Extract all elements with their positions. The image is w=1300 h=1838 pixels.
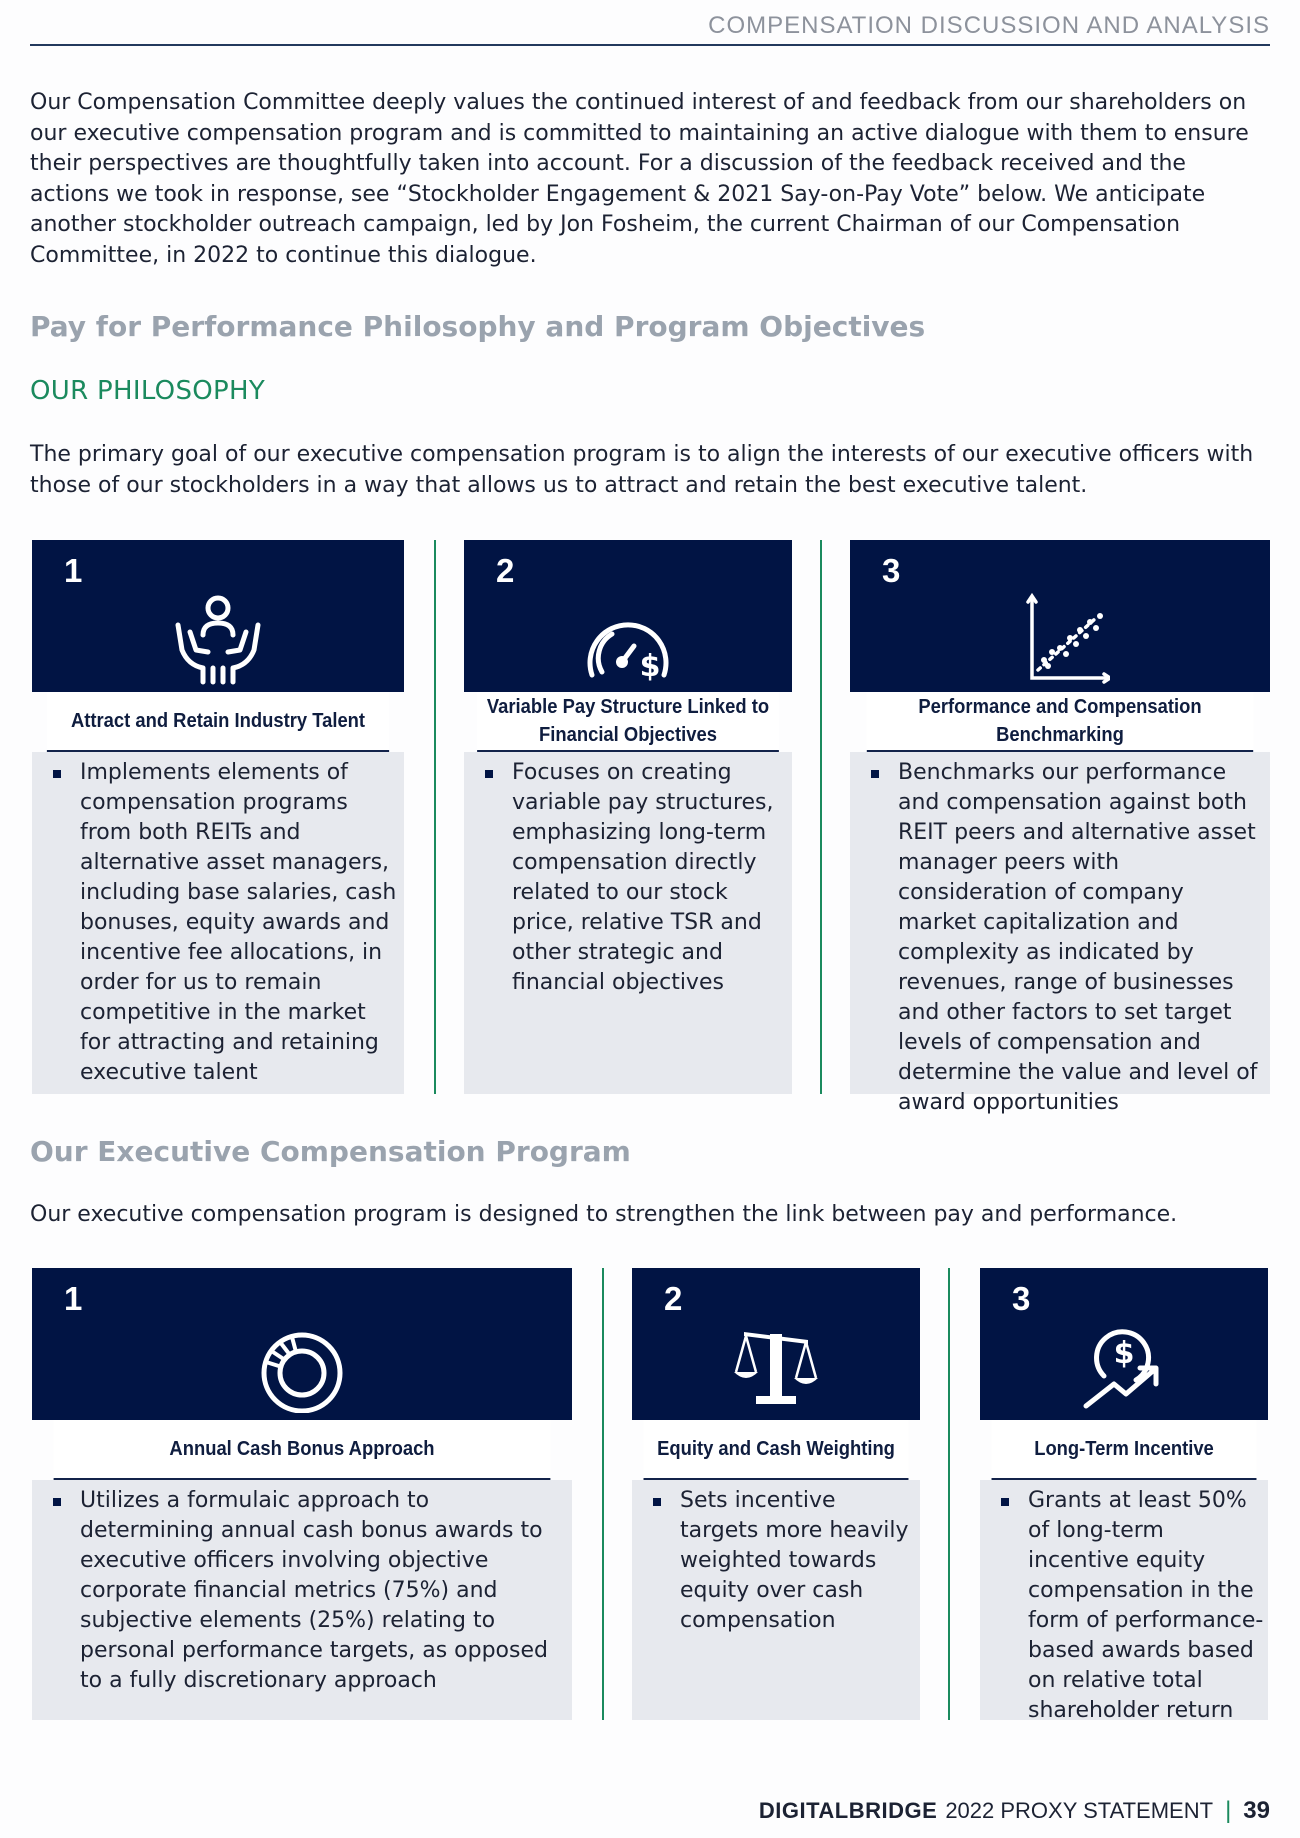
card-text: Grants at least 50% of long-term incentive equity compensation in the form of performance-based awards based on relative total shareholder return [1028,1488,1264,1723]
card-header [464,540,792,692]
scatter-chart-icon [1010,590,1110,685]
bullet-icon [653,1498,661,1506]
card-divider [948,1268,950,1720]
bullet-icon [485,770,493,778]
card-number: 3 [882,552,901,589]
bullet-icon [53,770,61,778]
section-title: COMPENSATION DISCUSSION AND ANALYSIS [708,12,1270,39]
footer-separator: | [1225,1797,1232,1824]
program-paragraph: Our executive compensation program is designed to strengthen the link between pay and performance. [30,1202,1178,1227]
page-footer [759,1794,1270,1828]
svg-text:$: $ [639,649,661,684]
card-title: Variable Pay Structure Linked to Financial Objectives [477,692,779,752]
card-number: 2 [496,552,515,589]
card-number: 1 [64,1280,83,1317]
program-card-2 [632,1268,920,1720]
philosophy-paragraph: The primary goal of our executive compensation program is to align the interests of our executive officers with those of our stockholders in a way that allows us to attract and retain the best executive talent. [30,442,1254,498]
philosophy-heading: Pay for Performance Philosophy and Program Objectives [30,310,926,343]
philosophy-card-2 [464,540,792,1094]
card-text: Utilizes a formulaic approach to determining annual cash bonus awards to executive officers involving objective corporate financial metrics (75%) and subjective elements (25%) relating to personal performance targets, as opposed to a fully discretionary approach [80,1488,548,1693]
card-divider [602,1268,604,1720]
philosophy-card-3 [850,540,1270,1115]
donut-chart-icon [252,1318,352,1413]
footer-brand: DIGITALBRIDGE [758,1798,938,1823]
page-header [30,12,1270,46]
card-text: Benchmarks our performance and compensation against both REIT peers and alternative asset manager peers with consideration of company market capitalization and complexity as indicated by revenues, range of businesses and other factors to set target levels of compensation and determine the value and level of award opportunities [898,760,1258,1115]
card-header [850,540,1270,692]
philosophy-card-1 [32,540,404,1094]
card-header [980,1268,1268,1420]
gauge-dollar-icon [578,590,678,685]
card-divider [820,540,822,1094]
card-number: 2 [664,1280,683,1317]
page-number: 39 [1243,1797,1270,1824]
program-heading: Our Executive Compensation Program [30,1135,631,1168]
bullet-icon [1001,1498,1009,1506]
card-header [632,1268,920,1420]
balance-scale-icon [726,1318,826,1413]
program-card-3 [980,1268,1268,1723]
people-hands-icon [168,590,268,685]
card-body [980,1480,1268,1723]
card-body [632,1480,920,1720]
card-text: Focuses on creating variable pay structures, emphasizing long-term compensation directly related to our stock price, relative TSR and other strategic and financial objectives [512,760,774,995]
card-header [32,1268,572,1420]
card-body [850,752,1270,1115]
card-number: 3 [1012,1280,1031,1317]
card-text: Implements elements of compensation programs from both REITs and alternative asset managers, including base salaries, cash bonuses, equity awards and incentive fee allocations, in order for us to remain competitive in the market for attracting and retaining executive talent [80,760,397,1085]
intro-paragraph: Our Compensation Committee deeply values the continued interest of and feedback from our shareholders on our executive compensation program and is committed to maintaining an active dialogue with them to ensure their perspectives are thoughtfully taken into account. For a discussion of the feedback received and the actions we took in response, see “Stockholder Engagement & 2021 Say-on-Pay Vote” below. We anticipate another stockholder outreach campaign, led by Jon Fosheim, the current Chairman of our Compensation Committee, in 2022 to continue this dialogue. [30,90,1249,268]
card-body [464,752,792,1094]
card-header [32,540,404,692]
card-title: Long-Term Incentive [992,1420,1257,1480]
bullet-icon [871,770,879,778]
card-body [32,752,404,1094]
card-body [32,1480,572,1720]
footer-doc-title: 2022 PROXY STATEMENT [945,1798,1214,1823]
card-title: Equity and Cash Weighting [644,1420,909,1480]
bullet-icon [53,1498,61,1506]
dollar-growth-icon [1074,1318,1174,1413]
card-text: Sets incentive targets more heavily weighted towards equity over cash compensation [680,1488,909,1633]
card-title: Attract and Retain Industry Talent [47,692,389,752]
card-number: 1 [64,552,83,589]
card-title: Annual Cash Bonus Approach [54,1420,551,1480]
svg-text:$: $ [1113,1336,1135,1371]
philosophy-subheading: OUR PHILOSOPHY [30,376,266,406]
card-title: Performance and Compensation Benchmarking [867,692,1253,752]
card-divider [434,540,436,1094]
program-card-1 [32,1268,572,1720]
